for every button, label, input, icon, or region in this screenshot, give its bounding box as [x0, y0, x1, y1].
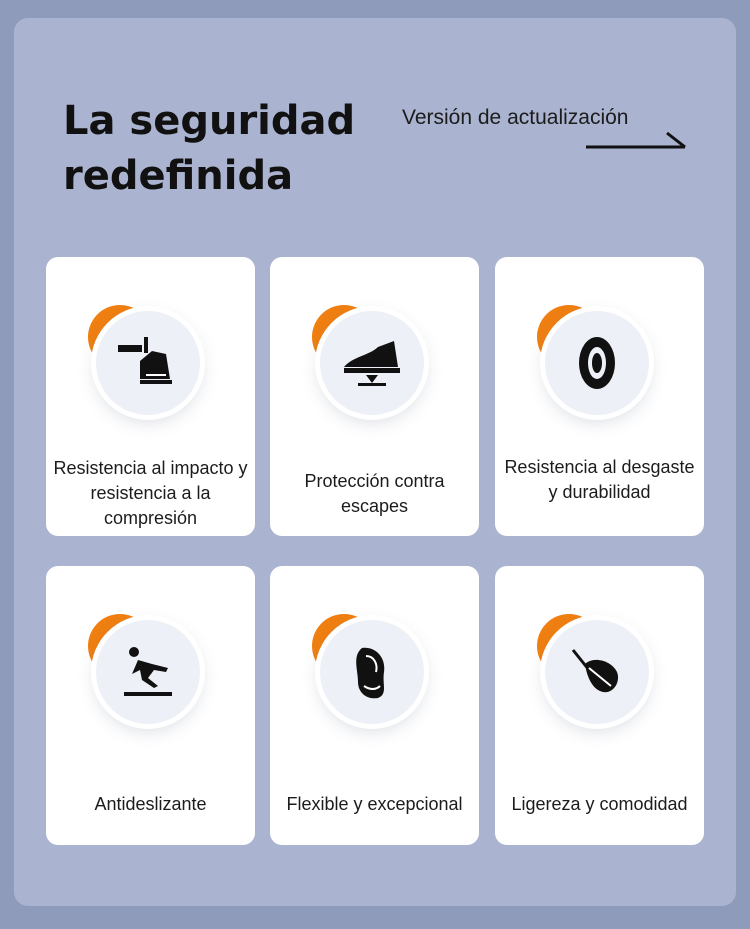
- title-line-1: La seguridad: [63, 98, 356, 144]
- feature-card-puncture: [270, 257, 479, 536]
- feature-badge: [537, 305, 657, 425]
- feature-badge: [312, 305, 432, 425]
- feature-badge: [88, 614, 208, 734]
- feature-card-wear: [495, 257, 704, 536]
- slip-icon: [118, 642, 178, 702]
- version-label: Versión de actualización: [402, 106, 629, 129]
- feature-label: Flexible y excepcional: [286, 794, 463, 814]
- feature-label: Resistencia al desgaste y durabilidad: [504, 457, 695, 502]
- feature-card-flexible: [270, 566, 479, 845]
- impact-shoe-icon: [118, 333, 178, 393]
- feature-label: Resistencia al impacto y resistencia a la compresión: [53, 458, 248, 528]
- feature-card-antislip: [46, 566, 255, 845]
- feather-icon: [567, 642, 627, 702]
- feature-label: Ligereza y comodidad: [511, 794, 688, 814]
- feature-card-impact: [46, 257, 255, 536]
- puncture-shoe-icon: [342, 333, 402, 393]
- feature-badge: [537, 614, 657, 734]
- underline-arrow-icon: [585, 130, 689, 154]
- feature-badge: [312, 614, 432, 734]
- feature-card-lightweight: [495, 566, 704, 845]
- page-title: [63, 94, 355, 204]
- tire-icon: [567, 333, 627, 393]
- feature-label: Antideslizante: [94, 794, 207, 814]
- feature-badge: [88, 305, 208, 425]
- feature-label: Protección contra escapes: [304, 471, 445, 516]
- flexible-sole-icon: [342, 642, 402, 702]
- title-line-2: redefinida: [63, 153, 294, 199]
